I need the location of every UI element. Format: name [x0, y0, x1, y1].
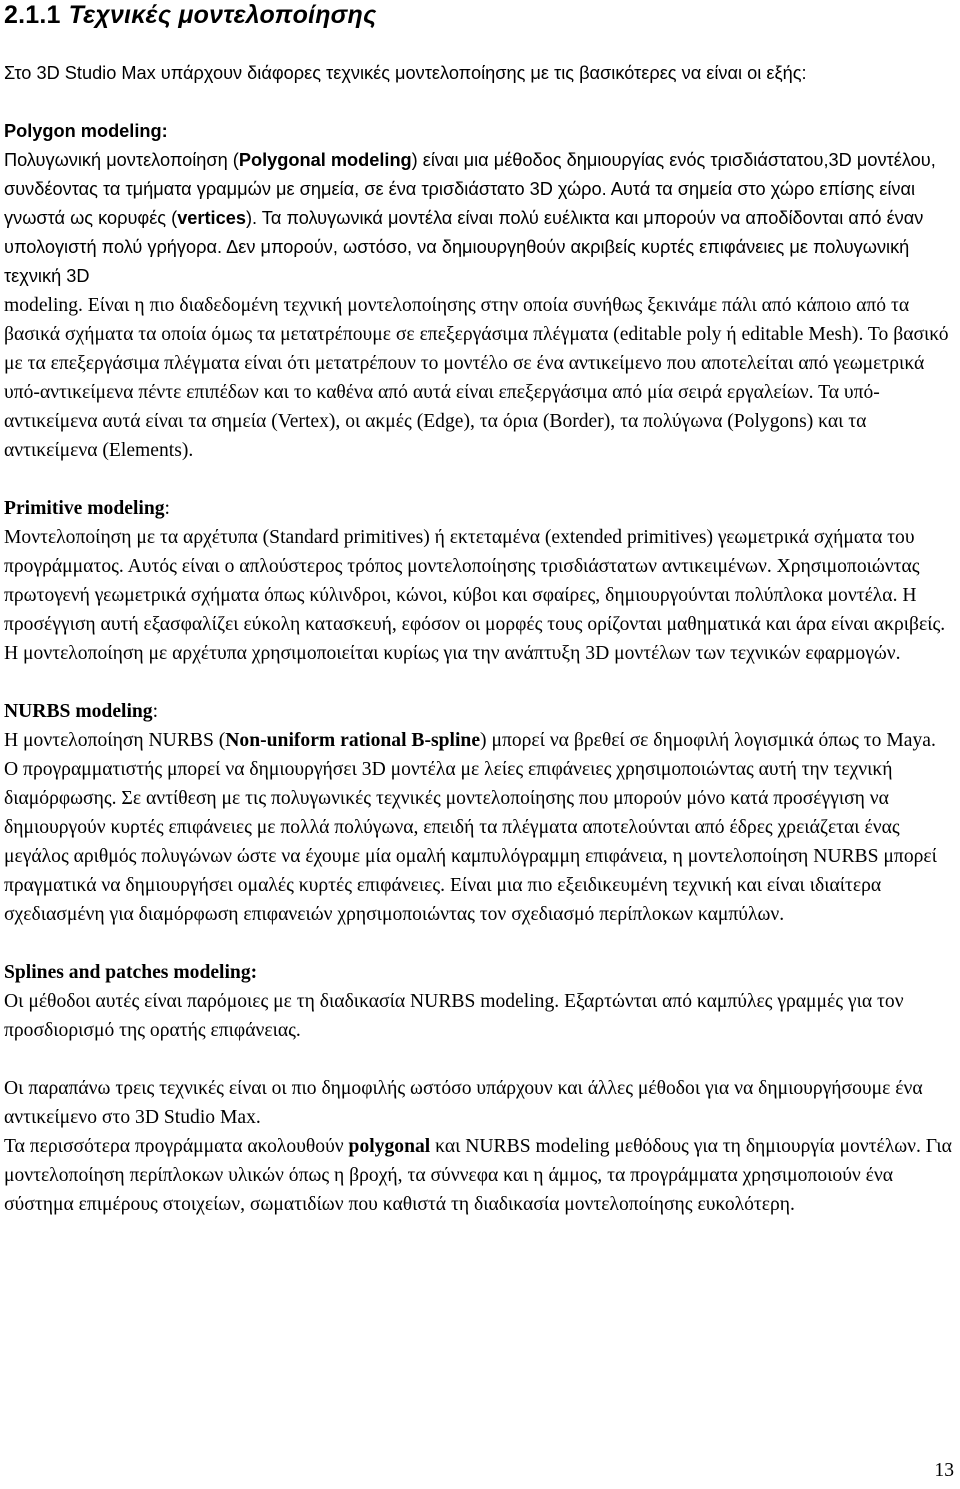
vertices-bold-term: vertices [177, 208, 246, 228]
closing-paragraph-1: Οι παραπάνω τρεις τεχνικές είναι οι πιο δημοφιλής ωστόσο υπάρχουν και άλλες μέθοδοι για να δημιουργήσουμε ένα αντικείμενο στο 3D Studio Max. [4, 1078, 923, 1128]
section-number: 2.1.1 [4, 1, 61, 29]
nurbs-section [4, 697, 954, 929]
splines-section [4, 958, 954, 1045]
nurbs-title: NURBS modeling [4, 701, 153, 722]
section-title: Τεχνικές μοντελοποίησης [68, 1, 377, 29]
intro-paragraph: Στο 3D Studio Max υπάρχουν διάφορες τεχνικές μοντελοποίησης με τις βασικότερες να είναι οι εξής: [4, 63, 807, 83]
primitive-colon: : [164, 498, 170, 519]
closing-paragraph-2 [4, 1132, 954, 1219]
splines-title: Splines and patches modeling: [4, 962, 258, 983]
nurbs-colon: : [152, 701, 159, 722]
polygon-text-sans [4, 146, 954, 291]
polygon-text-part: ). Τα πολυγωνικά μοντέλα είναι πολύ ευέλικτα και μπορούν να αποδίδονται από έναν υπολογιστή πολύ γρήγορα. Δεν μπορούν, ωστόσο, να δημιουργηθούν ακριβείς κυρτές επιφάνειες με πολυγωνική τεχνική 3D [4, 208, 924, 286]
closing-text-part: και NURBS modeling μεθόδους για τη δημιουργία μοντέλων. Για μοντελοποίηση περίπλοκων υλικών όπως η βροχή, τα σύννεφα και η άμμος, τα προγράμματα χρησιμοποιούν ένα σύστημα επιμέρους στοιχείων, σωματιδίων που καθιστά τη διαδικασία μοντελοποίησης ευκολότερη. [4, 1136, 952, 1215]
nurbs-title-line [4, 697, 954, 726]
page-number: 13 [934, 1460, 954, 1481]
nurbs-text [4, 726, 954, 929]
closing-section [4, 1074, 954, 1219]
nurbs-text-part: ) μπορεί να βρεθεί σε δημοφιλή λογισμικά όπως το Maya. Ο προγραμματιστής μπορεί να δημιουργήσει 3D μοντέλα με λείες επιφάνειες χρησιμοποιώντας αυτή την τεχνική διαμόρφωσης. Σε αντίθεση με τις πολυγωνικές τεχνικές μοντελοποίησης που μπορούν μόνο κατά προσέγγιση να δημιουργούν κυρτές επιφάνειες με πολλά πολύγωνα, επειδή τα πλέγματα αποτελούνται από έδρες χρειάζεται ένας μεγάλος αριθμός πολυγώνων ώστε να έχουμε μία ομαλή καμπυλόγραμμη επιφάνεια, η μοντελοποίηση NURBS μπορεί πραγματικά να δημιουργήσει ομαλές κυρτές επιφάνειες. Είναι μια πιο εξειδικευμένη τεχνική και είναι ιδιαίτερα σχεδιασμένη για διαμόρφωση επιφανειών χρησιμοποιώντας τον σχεδιασμό περίπλοκων καμπύλων. [4, 730, 937, 925]
document-page [4, 0, 954, 1219]
section-heading [4, 0, 954, 30]
polygon-text-part: Πολυγωνική μοντελοποίηση ( [4, 150, 239, 170]
primitive-title-line [4, 494, 954, 523]
primitive-section [4, 494, 954, 668]
splines-title-line [4, 958, 954, 987]
polygon-section [4, 117, 954, 465]
splines-text: Οι μέθοδοι αυτές είναι παρόμοιες με τη διαδικασία NURBS modeling. Εξαρτώνται από καμπύλες γραμμές για τον προσδιορισμό της ορατής επιφάνειας. [4, 991, 904, 1041]
polygon-title: Polygon modeling: [4, 121, 168, 141]
nurbs-text-part: Η μοντελοποίηση NURBS ( [4, 730, 226, 751]
nurbs-bold-term: Non-uniform rational B-spline [225, 730, 481, 751]
polygon-text-part: ) είναι μια μέθοδος δημιουργίας ενός τρισδιάστατου,3D μοντέλου, συνδέοντας τα τμήματα γραμμών με σημεία, σε ένα τρισδιάστατο 3D χώρο. Αυτά τα σημεία στο χώρο επίσης είναι γνωστά ως κορυφές ( [4, 150, 936, 228]
polygon-bold-term: Polygonal modeling [238, 150, 412, 170]
primitive-title: Primitive modeling [4, 498, 165, 519]
polygonal-bold-term: polygonal [348, 1136, 431, 1157]
primitive-text: Μοντελοποίηση με τα αρχέτυπα (Standard primitives) ή εκτεταμένα (extended primitives) γεωμετρικά σχήματα του προγράμματος. Αυτός είναι ο απλούστερος τρόπος μοντελοποίησης τρισδιάστατων αντικειμένων. Χρησιμοποιώντας πρωτογενή γεωμετρικά σχήματα όπως κύλινδροι, κώνοι, κύβοι και σφαίρες, δημιουργούνται πολύπλοκα μοντέλα. Η προσέγγιση αυτή εξασφαλίζει εύκολη κατασκευή, εφόσον οι μορφές τους ορίζονται μαθηματικά και άρα είναι ακριβείς. Η μοντελοποίηση με αρχέτυπα χρησιμοποιείται κυρίως για την ανάπτυξη 3D μοντέλων των τεχνικών εφαρμογών. [4, 527, 946, 664]
closing-text-part: Τα περισσότερα προγράμματα ακολουθούν [4, 1136, 349, 1157]
polygon-text-serif: modeling. Είναι η πιο διαδεδομένη τεχνική μοντελοποίησης στην οποία συνήθως ξεκινάμε πάλι από κάποιο από τα βασικά σχήματα τα οποία όμως τα μετατρέπουμε σε επεξεργάσιμα πλέγματα (editable poly ή editable Mesh). Το βασικό με τα επεξεργάσιμα πλέγματα είναι ότι μετατρέπουν το μοντέλο σε ένα αντικείμενο που αποτελείται από γεωμετρικά υπό-αντικείμενα πέντε επιπέδων και το καθένα από αυτά είναι επεξεργάσιμα από μία σειρά εργαλείων. Τα υπό-αντικείμενα αυτά είναι τα σημεία (Vertex), οι ακμές (Edge), τα όρια (Border), τα πολύγωνα (Polygons) και τα αντικείμενα (Elements). [4, 295, 949, 461]
